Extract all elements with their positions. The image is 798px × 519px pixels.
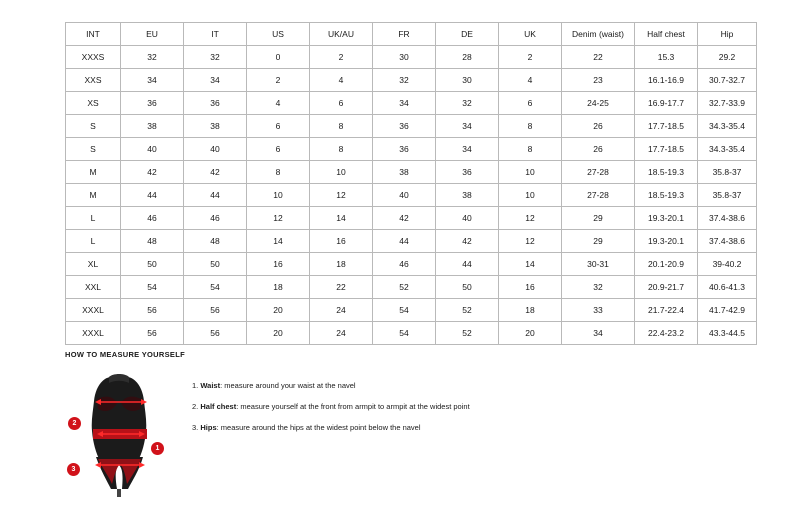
column-header-half-chest: Half chest <box>635 23 698 46</box>
cell-eu: 50 <box>121 253 184 276</box>
cell-de: 42 <box>436 230 499 253</box>
cell-us: 6 <box>247 138 310 161</box>
cell-denim-waist: 29 <box>562 230 635 253</box>
how-to-measure-body <box>65 369 745 499</box>
cell-denim-waist: 32 <box>562 276 635 299</box>
instruction-number: 1. <box>192 381 199 390</box>
cell-denim-waist: 27-28 <box>562 161 635 184</box>
cell-eu: 46 <box>121 207 184 230</box>
cell-uk-au: 8 <box>310 138 373 161</box>
cell-denim-waist: 29 <box>562 207 635 230</box>
cell-fr: 52 <box>373 276 436 299</box>
cell-int: L <box>66 207 121 230</box>
table-header <box>66 23 757 46</box>
cell-fr: 54 <box>373 299 436 322</box>
cell-hip: 40.6-41.3 <box>698 276 757 299</box>
cell-de: 38 <box>436 184 499 207</box>
instruction-text: : measure around the hips at the widest point below the navel <box>216 423 421 433</box>
cell-half-chest: 20.9-21.7 <box>635 276 698 299</box>
cell-uk-au: 16 <box>310 230 373 253</box>
column-header-hip: Hip <box>698 23 757 46</box>
cell-eu: 38 <box>121 115 184 138</box>
how-to-measure-section <box>65 350 745 499</box>
cell-fr: 44 <box>373 230 436 253</box>
cell-us: 14 <box>247 230 310 253</box>
table-row <box>66 253 757 276</box>
cell-half-chest: 18.5-19.3 <box>635 184 698 207</box>
cell-de: 32 <box>436 92 499 115</box>
cell-uk-au: 12 <box>310 184 373 207</box>
instruction-waist <box>192 381 470 391</box>
cell-uk: 8 <box>499 115 562 138</box>
cell-fr: 36 <box>373 115 436 138</box>
cell-uk-au: 24 <box>310 322 373 345</box>
cell-int: XXXL <box>66 299 121 322</box>
cell-int: XXXL <box>66 322 121 345</box>
marker-1-waist: 1 <box>151 442 164 455</box>
table-row <box>66 115 757 138</box>
cell-denim-waist: 24-25 <box>562 92 635 115</box>
cell-fr: 40 <box>373 184 436 207</box>
column-header-denim-waist: Denim (waist) <box>562 23 635 46</box>
cell-eu: 56 <box>121 322 184 345</box>
instruction-term: Hips <box>200 423 217 433</box>
cell-denim-waist: 33 <box>562 299 635 322</box>
cell-fr: 30 <box>373 46 436 69</box>
cell-int: M <box>66 184 121 207</box>
cell-it: 46 <box>184 207 247 230</box>
cell-uk-au: 6 <box>310 92 373 115</box>
cell-half-chest: 20.1-20.9 <box>635 253 698 276</box>
cell-int: XL <box>66 253 121 276</box>
table-row <box>66 230 757 253</box>
cell-it: 56 <box>184 299 247 322</box>
cell-de: 28 <box>436 46 499 69</box>
cell-half-chest: 22.4-23.2 <box>635 322 698 345</box>
cell-int: S <box>66 138 121 161</box>
cell-half-chest: 16.9-17.7 <box>635 92 698 115</box>
cell-uk: 18 <box>499 299 562 322</box>
instruction-text: : measure around your waist at the navel <box>220 381 356 390</box>
cell-half-chest: 18.5-19.3 <box>635 161 698 184</box>
cell-hip: 34.3-35.4 <box>698 115 757 138</box>
cell-half-chest: 21.7-22.4 <box>635 299 698 322</box>
cell-de: 34 <box>436 138 499 161</box>
cell-eu: 56 <box>121 299 184 322</box>
cell-de: 50 <box>436 276 499 299</box>
cell-uk-au: 8 <box>310 115 373 138</box>
cell-de: 36 <box>436 161 499 184</box>
instruction-number: 3. <box>192 423 199 433</box>
instruction-term: Waist <box>200 381 221 390</box>
cell-us: 6 <box>247 115 310 138</box>
instruction-number: 2. <box>192 402 199 412</box>
cell-denim-waist: 34 <box>562 322 635 345</box>
cell-it: 42 <box>184 161 247 184</box>
cell-eu: 40 <box>121 138 184 161</box>
cell-de: 40 <box>436 207 499 230</box>
cell-it: 32 <box>184 46 247 69</box>
cell-int: S <box>66 115 121 138</box>
cell-hip: 29.2 <box>698 46 757 69</box>
cell-uk: 10 <box>499 161 562 184</box>
cell-hip: 39-40.2 <box>698 253 757 276</box>
marker-2-half-chest: 2 <box>68 417 81 430</box>
table-row <box>66 69 757 92</box>
cell-us: 10 <box>247 184 310 207</box>
cell-us: 16 <box>247 253 310 276</box>
instruction-half-chest <box>192 402 470 412</box>
cell-de: 52 <box>436 299 499 322</box>
cell-int: M <box>66 161 121 184</box>
column-header-de: DE <box>436 23 499 46</box>
cell-hip: 41.7-42.9 <box>698 299 757 322</box>
table-row <box>66 299 757 322</box>
cell-half-chest: 19.3-20.1 <box>635 230 698 253</box>
cell-de: 44 <box>436 253 499 276</box>
cell-int: XXXS <box>66 46 121 69</box>
cell-hip: 43.3-44.5 <box>698 322 757 345</box>
cell-uk: 12 <box>499 207 562 230</box>
table-row <box>66 92 757 115</box>
cell-uk-au: 22 <box>310 276 373 299</box>
cell-us: 18 <box>247 276 310 299</box>
cell-fr: 32 <box>373 69 436 92</box>
cell-uk-au: 18 <box>310 253 373 276</box>
column-header-eu: EU <box>121 23 184 46</box>
column-header-fr: FR <box>373 23 436 46</box>
how-to-measure-title: HOW TO MEASURE YOURSELF <box>65 350 185 359</box>
cell-hip: 34.3-35.4 <box>698 138 757 161</box>
column-header-us: US <box>247 23 310 46</box>
cell-hip: 35.8-37 <box>698 161 757 184</box>
cell-uk: 16 <box>499 276 562 299</box>
marker-3-hips: 3 <box>67 463 80 476</box>
cell-it: 36 <box>184 92 247 115</box>
cell-us: 20 <box>247 322 310 345</box>
cell-denim-waist: 27-28 <box>562 184 635 207</box>
table-row <box>66 322 757 345</box>
cell-half-chest: 17.7-18.5 <box>635 115 698 138</box>
cell-hip: 30.7-32.7 <box>698 69 757 92</box>
cell-eu: 36 <box>121 92 184 115</box>
cell-uk-au: 24 <box>310 299 373 322</box>
table-row <box>66 207 757 230</box>
cell-denim-waist: 26 <box>562 115 635 138</box>
cell-int: XXL <box>66 276 121 299</box>
cell-denim-waist: 23 <box>562 69 635 92</box>
column-header-uk-au: UK/AU <box>310 23 373 46</box>
mannequin-illustration <box>65 369 180 499</box>
cell-de: 34 <box>436 115 499 138</box>
cell-eu: 42 <box>121 161 184 184</box>
cell-uk: 4 <box>499 69 562 92</box>
cell-it: 54 <box>184 276 247 299</box>
column-header-int: INT <box>66 23 121 46</box>
cell-denim-waist: 30-31 <box>562 253 635 276</box>
cell-eu: 32 <box>121 46 184 69</box>
cell-uk: 12 <box>499 230 562 253</box>
cell-uk: 6 <box>499 92 562 115</box>
cell-half-chest: 16.1-16.9 <box>635 69 698 92</box>
cell-it: 48 <box>184 230 247 253</box>
cell-it: 44 <box>184 184 247 207</box>
table-row <box>66 138 757 161</box>
cell-hip: 32.7-33.9 <box>698 92 757 115</box>
cell-it: 40 <box>184 138 247 161</box>
table-row <box>66 161 757 184</box>
cell-us: 2 <box>247 69 310 92</box>
cell-us: 4 <box>247 92 310 115</box>
instruction-hips <box>192 423 470 433</box>
cell-uk: 10 <box>499 184 562 207</box>
cell-uk-au: 4 <box>310 69 373 92</box>
cell-hip: 37.4-38.6 <box>698 230 757 253</box>
cell-eu: 34 <box>121 69 184 92</box>
cell-it: 50 <box>184 253 247 276</box>
cell-int: XS <box>66 92 121 115</box>
cell-uk: 2 <box>499 46 562 69</box>
cell-uk-au: 2 <box>310 46 373 69</box>
cell-us: 20 <box>247 299 310 322</box>
mannequin-figure <box>65 369 180 499</box>
cell-fr: 42 <box>373 207 436 230</box>
table-row <box>66 184 757 207</box>
size-chart-container <box>65 22 745 345</box>
cell-fr: 36 <box>373 138 436 161</box>
cell-half-chest: 19.3-20.1 <box>635 207 698 230</box>
cell-uk: 8 <box>499 138 562 161</box>
instruction-term: Half chest <box>200 402 237 412</box>
table-header-row <box>66 23 757 46</box>
cell-it: 56 <box>184 322 247 345</box>
column-header-it: IT <box>184 23 247 46</box>
table-row <box>66 46 757 69</box>
cell-hip: 35.8-37 <box>698 184 757 207</box>
cell-fr: 54 <box>373 322 436 345</box>
cell-half-chest: 17.7-18.5 <box>635 138 698 161</box>
cell-half-chest: 15.3 <box>635 46 698 69</box>
cell-fr: 46 <box>373 253 436 276</box>
cell-de: 30 <box>436 69 499 92</box>
cell-fr: 34 <box>373 92 436 115</box>
cell-it: 34 <box>184 69 247 92</box>
cell-fr: 38 <box>373 161 436 184</box>
instruction-text: : measure yourself at the front from armpit to armpit at the widest point <box>236 402 470 412</box>
cell-us: 0 <box>247 46 310 69</box>
cell-us: 12 <box>247 207 310 230</box>
cell-us: 8 <box>247 161 310 184</box>
cell-uk-au: 10 <box>310 161 373 184</box>
cell-int: XXS <box>66 69 121 92</box>
table-body <box>66 46 757 345</box>
cell-uk: 14 <box>499 253 562 276</box>
measure-instructions <box>192 369 470 444</box>
cell-int: L <box>66 230 121 253</box>
cell-eu: 44 <box>121 184 184 207</box>
cell-eu: 54 <box>121 276 184 299</box>
size-chart-table <box>65 22 757 345</box>
cell-hip: 37.4-38.6 <box>698 207 757 230</box>
cell-denim-waist: 22 <box>562 46 635 69</box>
cell-eu: 48 <box>121 230 184 253</box>
cell-denim-waist: 26 <box>562 138 635 161</box>
cell-it: 38 <box>184 115 247 138</box>
cell-uk-au: 14 <box>310 207 373 230</box>
table-row <box>66 276 757 299</box>
cell-uk: 20 <box>499 322 562 345</box>
cell-de: 52 <box>436 322 499 345</box>
column-header-uk: UK <box>499 23 562 46</box>
